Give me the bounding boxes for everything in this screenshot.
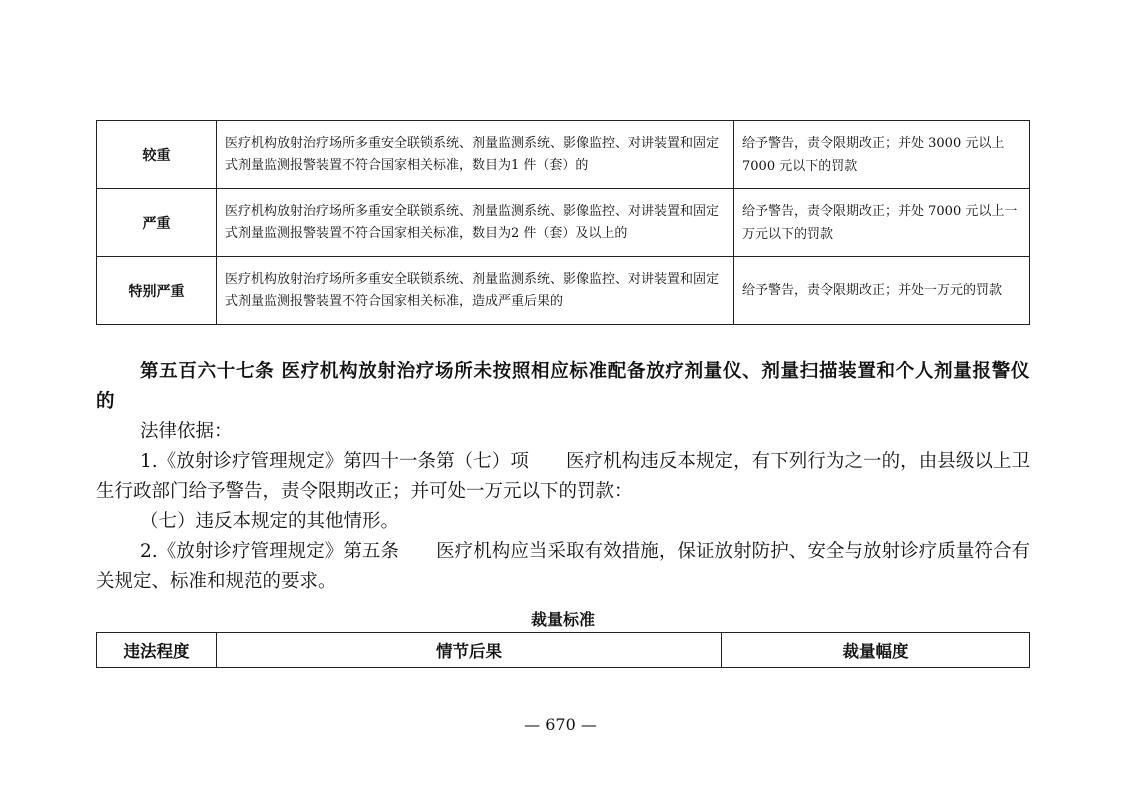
consequence-cell: 医疗机构放射治疗场所多重安全联锁系统、剂量监测系统、影像监控、对讲装置和固定式剂量监测报警装置不符合国家相关标准，数目为2 件（套）及以上的 <box>217 189 734 257</box>
page-number: — 670 — <box>524 715 597 734</box>
legal-basis-1-item: （七）违反本规定的其他情形。 <box>140 511 400 532</box>
legal-basis-1: 1.《放射诊疗管理规定》第四十一条第（七）项 医疗机构违反本规定，有下列行为之一的，由县级以上卫生行政部门给予警告，责令限期改正；并可处一万元以下的罚款： <box>96 451 1030 502</box>
consequence-cell: 医疗机构放射治疗场所多重安全联锁系统、剂量监测系统、影像监控、对讲装置和固定式剂量监测报警装置不符合国家相关标准，数目为1 件（套）的 <box>217 121 734 189</box>
legal-basis-label: 法律依据： <box>140 421 233 442</box>
standard-title: 裁量标准 <box>530 610 595 629</box>
header-severity: 违法程度 <box>97 633 217 668</box>
article-title: 第五百六十七条 医疗机构放射治疗场所未按照相应标准配备放疗剂量仪、剂量扫描装置和个人剂量报警仪的 <box>96 361 1030 412</box>
table-header-row <box>97 633 1030 668</box>
header-penalty-range: 裁量幅度 <box>722 633 1030 668</box>
severity-cell: 严重 <box>97 189 217 257</box>
standard-table <box>96 632 1030 668</box>
penalty-cell: 给予警告，责令限期改正；并处一万元的罚款 <box>734 257 1030 325</box>
severity-cell: 较重 <box>97 121 217 189</box>
table-row <box>97 257 1030 325</box>
severity-cell: 特别严重 <box>97 257 217 325</box>
article-body <box>96 417 1030 597</box>
table-row <box>97 189 1030 257</box>
legal-basis-2: 2.《放射诊疗管理规定》第五条 医疗机构应当采取有效措施，保证放射防护、安全与放射诊疗质量符合有关规定、标准和规范的要求。 <box>96 541 1030 592</box>
penalty-cell: 给予警告，责令限期改正；并处 7000 元以上一万元以下的罚款 <box>734 189 1030 257</box>
header-consequence: 情节后果 <box>217 633 722 668</box>
consequence-cell: 医疗机构放射治疗场所多重安全联锁系统、剂量监测系统、影像监控、对讲装置和固定式剂量监测报警装置不符合国家相关标准，造成严重后果的 <box>217 257 734 325</box>
penalty-cell: 给予警告，责令限期改正；并处 3000 元以上 7000 元以下的罚款 <box>734 121 1030 189</box>
table-row <box>97 121 1030 189</box>
penalty-table-continued <box>96 120 1030 325</box>
